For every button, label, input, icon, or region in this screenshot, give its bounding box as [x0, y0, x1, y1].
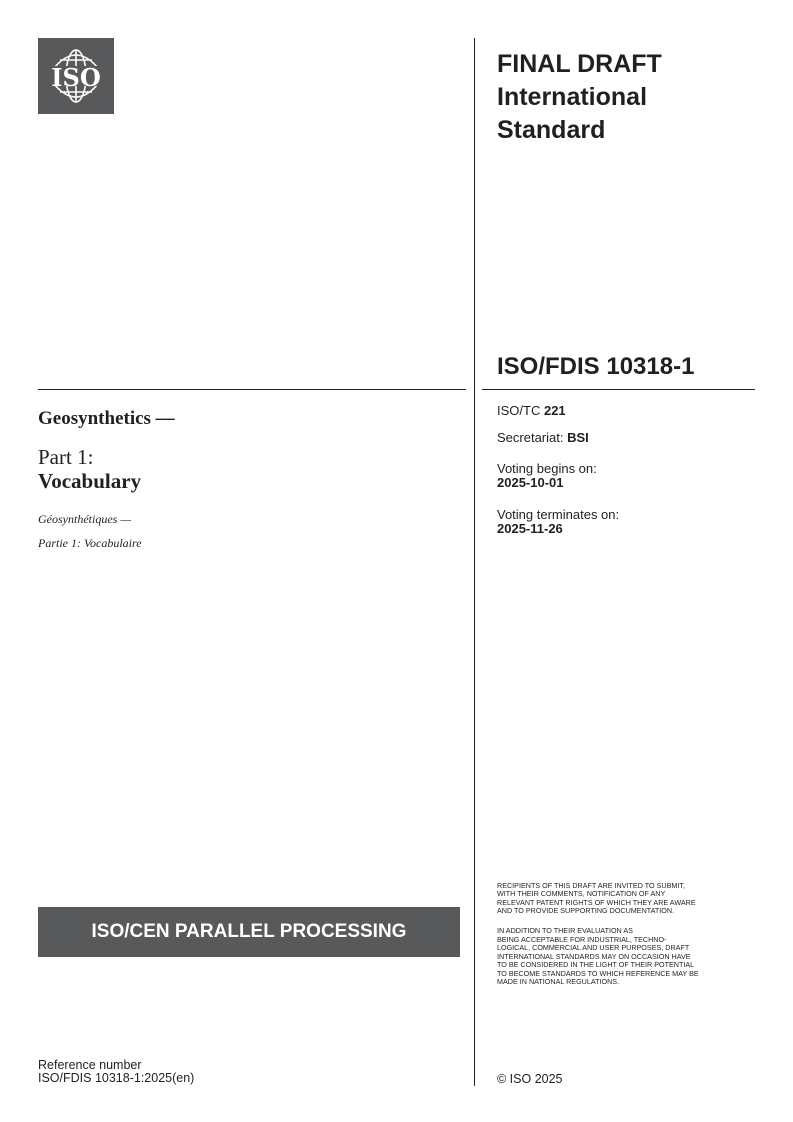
doc-type-line: International [497, 83, 648, 111]
copyright: © ISO 2025 [497, 1072, 563, 1086]
disclaimer-paragraph: RECIPIENTS OF THIS DRAFT ARE INVITED TO SUBMIT, WITH THEIR COMMENTS, NOTIFICATION OF ANY RELEVANT PATENT RIGHTS OF WHICH THEY ARE AWARE AND TO PROVIDE SUPPORTING DOCUMENTATION. [497, 880, 696, 915]
parallel-processing-banner: ISO/CEN PARALLEL PROCESSING [38, 907, 460, 957]
svg-text:ISO: ISO [51, 63, 101, 92]
reference-number: Reference number ISO/FDIS 10318-1:2025(en) [38, 1058, 195, 1085]
document-type [497, 48, 662, 147]
horizontal-divider-right [482, 389, 755, 390]
doc-type-line: FINAL DRAFT [497, 50, 662, 78]
title-main: Geosynthetics — [38, 408, 175, 429]
iso-logo [38, 38, 114, 114]
disclaimer-paragraph: IN ADDITION TO THEIR EVALUATION AS BEING ACCEPTABLE FOR INDUSTRIAL, TECHNO- LOGICAL, COMMERCIAL AND USER PURPOSES, DRAFT INTERNATIONAL STANDARDS MAY ON OCCASION HAVE TO BE CONSIDERED IN THE LIGHT OF THEIR POTENTIAL TO BECOME STANDARDS TO WHICH REFERENCE MAY BE MADE IN NATIONAL REGULATIONS. [497, 926, 699, 986]
horizontal-divider-left [38, 389, 466, 390]
document-number: ISO/FDIS 10318-1 [497, 353, 695, 380]
secretariat: Secretariat: BSI [497, 430, 589, 445]
french-title-main: Géosynthétiques — [38, 512, 131, 526]
draft-disclaimer [497, 873, 699, 998]
french-title-part: Partie 1: Vocabulaire [38, 536, 142, 550]
doc-type-line: Standard [497, 116, 606, 144]
technical-committee: ISO/TC 221 [497, 403, 566, 418]
vertical-divider [474, 38, 475, 1086]
voting-terminates: Voting terminates on: 2025-11-26 [497, 507, 620, 536]
title-part: Part 1: Vocabulary [38, 445, 142, 493]
voting-begins: Voting begins on: 2025-10-01 [497, 461, 597, 490]
